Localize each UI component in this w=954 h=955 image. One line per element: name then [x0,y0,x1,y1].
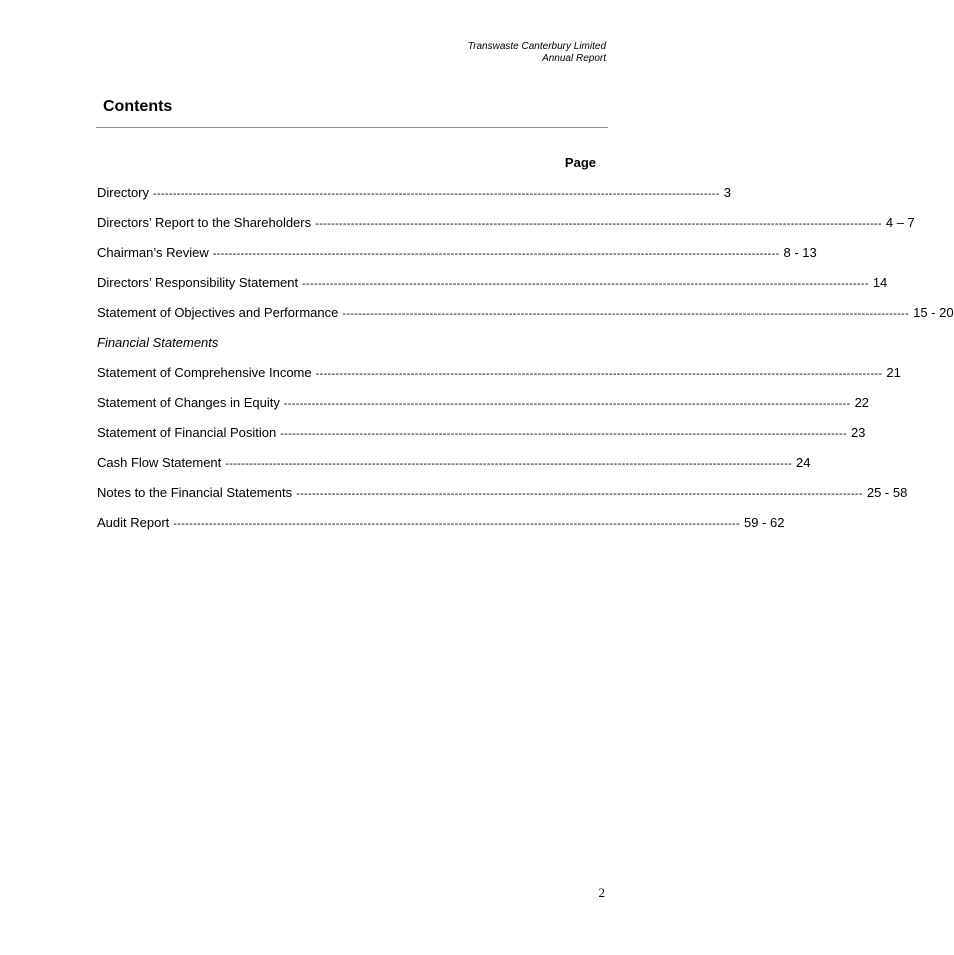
toc-entry-page: 15 - 20 [913,305,954,320]
toc-entry-directory[interactable] [97,185,731,215]
toc-entry-changes-in-equity[interactable] [97,395,870,425]
toc-leader: ----------------------------------------------------------------------------------------------------------------------------------------------- [280,428,847,440]
toc-leader: ----------------------------------------------------------------------------------------------------------------------------------------------- [296,488,863,500]
toc-entry-page: 59 - 62 [744,515,785,530]
toc-entry-page: 8 - 13 [783,245,817,260]
page-number: 2 [598,885,605,900]
toc-leader: ----------------------------------------------------------------------------------------------------------------------------------------------- [212,248,780,260]
toc-entry-page: 23 [850,425,866,440]
toc-entry-objectives-performance[interactable] [97,305,954,335]
title-divider [96,127,608,128]
toc-leader: ----------------------------------------------------------------------------------------------------------------------------------------------- [315,218,882,230]
toc-entry-title: Statement of Objectives and Performance [97,305,339,320]
header-report: Annual Report [542,53,606,64]
toc-entry-page: 21 [886,365,901,380]
toc-leader: ----------------------------------------------------------------------------------------------------------------------------------------------- [283,398,851,410]
toc-entry-page: 24 [796,455,811,470]
toc-section-heading: Financial Statements [97,335,219,350]
toc-entry-page: 25 - 58 [866,485,908,500]
toc-entry-notes[interactable] [97,485,908,515]
toc-entry-title: Chairman’s Review [97,245,209,260]
toc-entry-title: Statement of Changes in Equity [97,395,280,410]
toc-leader: ----------------------------------------------------------------------------------------------------------------------------------------------- [225,458,793,470]
toc-leader: ----------------------------------------------------------------------------------------------------------------------------------------------- [302,278,869,290]
header-company: Transwaste Canterbury Limited [467,41,606,52]
toc-entry-title: Directors’ Report to the Shareholders [97,215,312,230]
toc-entry-title: Notes to the Financial Statements [97,485,293,500]
running-header [468,41,606,65]
table-of-contents [97,185,954,545]
toc-entry-page: 14 [872,275,888,290]
toc-entry-title: Statement of Comprehensive Income [97,365,312,380]
toc-entry-comprehensive-income[interactable] [97,365,901,395]
toc-leader: ----------------------------------------------------------------------------------------------------------------------------------------------- [315,368,883,380]
toc-entry-page: 3 [723,185,731,200]
toc-entry-chairmans-review[interactable] [97,245,817,275]
toc-entry-title: Audit Report [97,515,170,530]
toc-leader: ----------------------------------------------------------------------------------------------------------------------------------------------- [153,188,720,200]
toc-entry-title: Statement of Financial Position [97,425,277,440]
toc-entry-page: 22 [854,395,870,410]
page-column-header: Page [564,155,596,170]
toc-entry-cash-flow[interactable] [97,455,811,485]
page-title: Contents [103,98,173,115]
toc-leader: ----------------------------------------------------------------------------------------------------------------------------------------------- [342,308,910,320]
toc-entry-title: Directory [97,185,150,200]
toc-entry-title: Cash Flow Statement [97,455,222,470]
toc-leader: ----------------------------------------------------------------------------------------------------------------------------------------------- [173,518,740,530]
toc-entry-financial-position[interactable] [97,425,866,455]
toc-entry-page: 4 – 7 [885,215,915,230]
toc-entry-title: Directors’ Responsibility Statement [97,275,299,290]
toc-entry-responsibility-statement[interactable] [97,275,888,305]
toc-entry-audit-report[interactable] [97,515,785,545]
toc-entry-directors-report[interactable] [97,215,915,245]
